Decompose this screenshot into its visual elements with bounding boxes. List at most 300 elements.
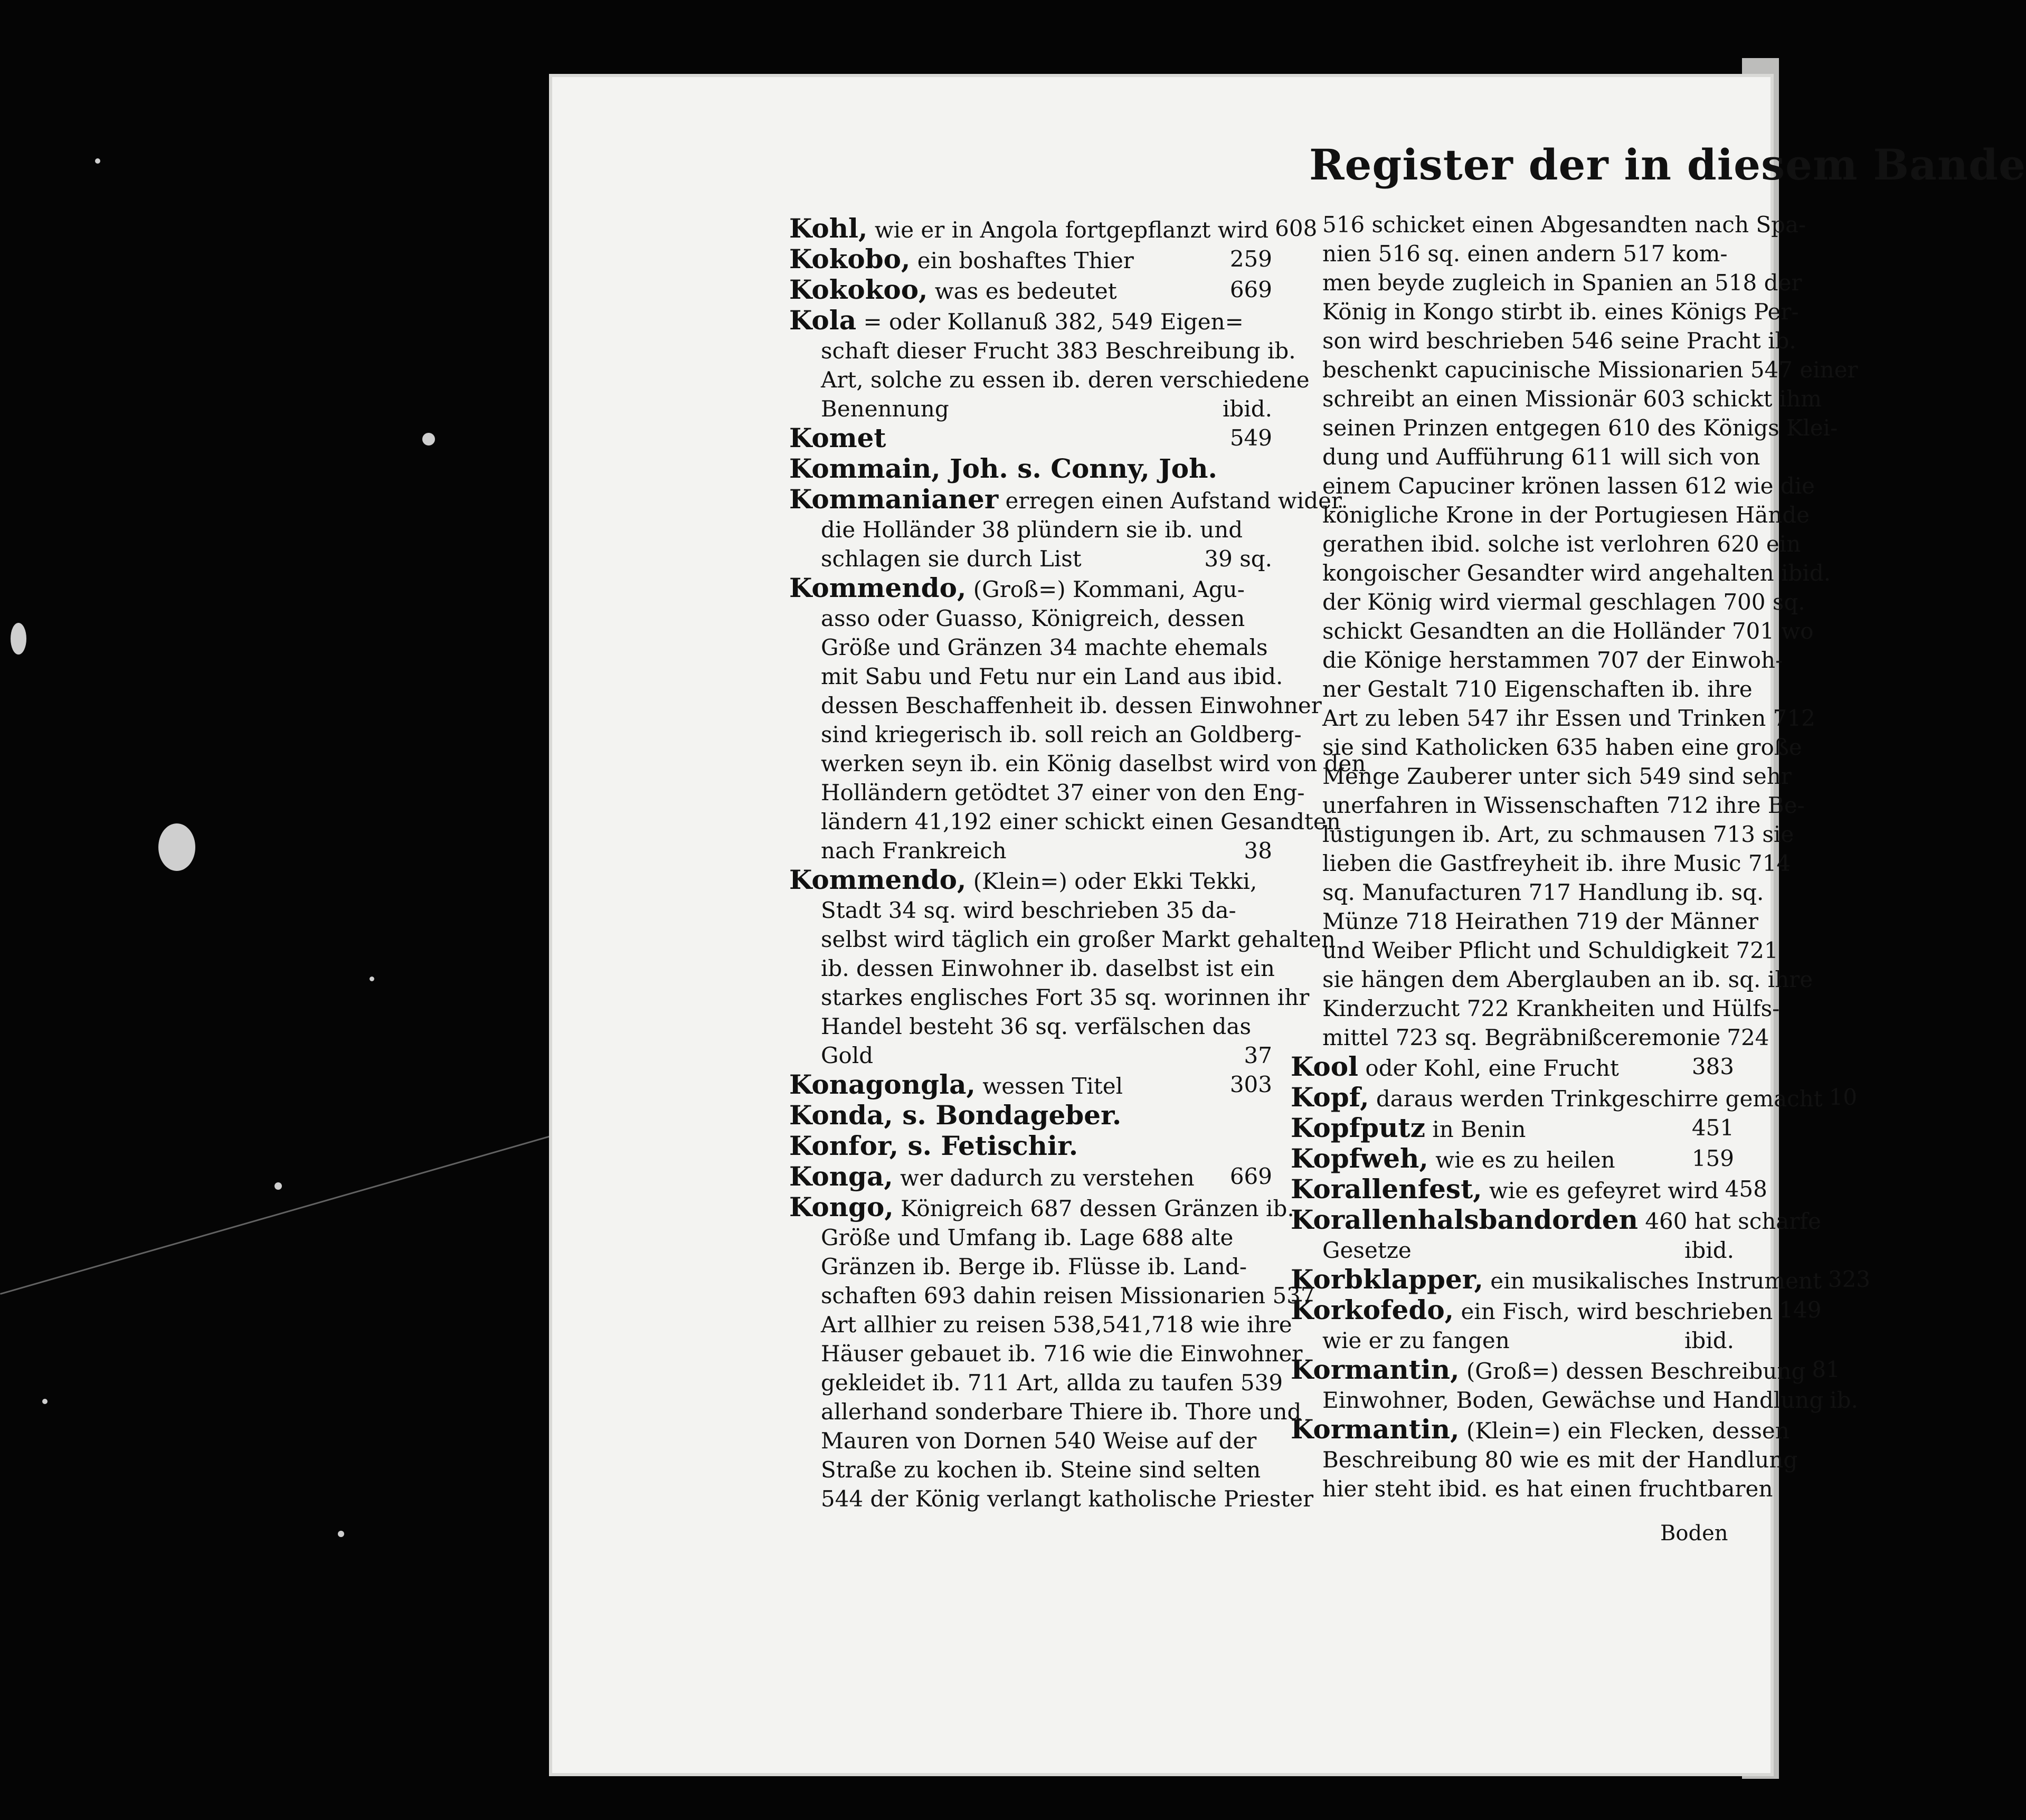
entry-text [1291,1144,1686,1174]
index-entry [789,662,1283,691]
entry-body: schreibt an einen Missionär 603 schickt ihm [1322,386,1822,412]
entry-text [821,633,1268,662]
index-entry [1291,1264,1871,1295]
entry-body: Mauren von Dornen 540 Weise auf der [821,1428,1257,1454]
entry-text [821,807,1341,836]
book-page [549,74,2026,1776]
catchword: Boden [1660,1521,1728,1546]
entry-body: sie sind Katholicken 635 haben eine große [1322,734,1802,760]
index-entry [789,1191,1294,1223]
entry-text [821,691,1322,720]
entry-text [821,983,1309,1012]
entry-text [821,925,1336,954]
index-entry [1291,1236,1734,1265]
entry-text [1322,1236,1678,1265]
entry-page-ref [1822,384,1828,413]
entry-text [1291,1083,1823,1113]
index-entry [1291,733,1802,762]
index-entry [1291,297,1799,326]
entry-text [789,306,1266,336]
entry-page-ref: 608 [1275,215,1318,241]
entry-body: (Groß=) dessen Beschreibung [1459,1358,1806,1384]
entry-page-ref: 458 [1725,1176,1767,1202]
entry-page-ref [1810,500,1816,529]
entry-text [1291,1295,1773,1326]
index-entry [1291,558,1831,587]
index-entry [789,983,1310,1012]
entry-body: unerfahren in Wissenschaften 712 ihre Be- [1322,792,1805,818]
index-entry [1291,1386,1858,1415]
entry-text [1322,849,1791,878]
entry-text [1322,268,1802,297]
entry-page-ref [1266,896,1272,925]
index-entry [789,1339,1303,1368]
entry-page-ref [1266,1012,1272,1041]
entry-page-ref [1753,675,1759,704]
index-entry [1291,1113,1734,1144]
entry-headword: Kool [1291,1051,1359,1082]
index-entry [1291,1144,1734,1174]
index-entry [789,213,1318,244]
entry-text [821,544,1198,573]
entry-headword: Kokobo, [789,243,911,274]
entry-body: Königreich 687 dessen Gränzen ib. [893,1196,1294,1221]
index-entry [789,394,1272,423]
entry-page-ref [1794,820,1800,849]
entry-text [821,1223,1266,1252]
entry-body: Gränzen ib. Berge ib. Flüsse ib. Land- [821,1254,1247,1279]
entry-body: lieben die Gastfreyheit ib. ihre Music 714 [1322,850,1791,876]
entry-body: gerathen ibid. solche ist verlohren 620 ein [1322,531,1801,557]
entry-page-ref [1760,442,1766,471]
entry-body: seinen Prinzen entgegen 610 des Königs Klei- [1322,415,1838,441]
index-entry [1291,907,1758,936]
entry-page-ref: 669 [1229,1163,1272,1189]
entry-text [821,896,1266,925]
entry-page-ref [1275,954,1281,983]
index-entry [1291,936,1778,965]
entry-body: allerhand sonderbare Thiere ib. Thore und [821,1399,1302,1425]
entry-page-ref [1802,733,1809,762]
entry-page-ref [1802,268,1808,297]
entry-text [789,423,1224,454]
entry-page-ref [1266,573,1272,604]
entry-body: nien 516 sq. einen andern 517 kom- [1322,241,1728,267]
entry-body: Stadt 34 sq. wird beschrieben 35 da- [821,897,1236,923]
entry-headword: Kommendo, [789,864,967,895]
entry-text [1291,1265,1822,1295]
entry-text [1322,326,1796,355]
entry-page-ref [1821,1205,1828,1236]
entry-body: = oder Kollanuß 382, 549 Eigen= [856,309,1244,335]
entry-page-ref [1728,239,1734,268]
entry-body: Einwohner, Boden, Gewächse und Handlung [1322,1387,1824,1413]
entry-body: sie hängen dem Aberglauben an ib. sq. ihre [1322,966,1813,992]
entry-text [821,1012,1266,1041]
entry-body: der König wird viermal geschlagen 700 sq. [1322,589,1805,615]
entry-text [1322,791,1805,820]
index-entry [1291,1294,1822,1326]
entry-body: (Klein=) oder Ekki Tekki, [966,868,1257,894]
index-entry [1291,1052,1734,1083]
entry-text [1322,529,1801,558]
entry-body: was es bedeutet [927,278,1117,304]
dust-speck [370,977,374,981]
entry-text [1322,675,1753,704]
entry-headword: Kormantin, [1291,1414,1460,1445]
entry-page-ref [1283,662,1289,691]
entry-page-ref [1799,297,1805,326]
entry-text [1322,1445,1797,1474]
entry-text [1322,471,1815,500]
entry-body: 544 der König verlangt katholische Priester [821,1486,1314,1512]
entry-page-ref [1283,1368,1289,1397]
entry-body: starkes englisches Fort 35 sq. worinnen ihr [821,984,1310,1010]
entry-page-ref [1790,1415,1796,1445]
index-entry [789,484,1342,515]
entry-page-ref [1791,849,1797,878]
entry-text [789,275,1224,306]
index-entry [1291,239,1734,268]
entry-body: schlagen sie durch List [821,546,1082,572]
entry-text [821,1455,1266,1484]
entry-text [1322,413,1838,442]
entry-text [1322,878,1764,907]
entry-page-ref: 159 [1691,1145,1734,1171]
entry-body: Größe und Gränzen 34 machte ehemals [821,634,1268,660]
entry-text [821,778,1305,807]
entry-page-ref [1266,515,1272,544]
entry-page-ref [1266,1101,1272,1131]
entry-text [821,1252,1266,1281]
index-entry [789,336,1296,365]
entry-body: schaft dieser Frucht 383 Beschreibung ib. [821,338,1296,364]
entry-body: Größe und Umfang ib. Lage 688 alte [821,1225,1234,1250]
entry-page-ref [1783,646,1789,675]
index-entry [789,1131,1272,1162]
entry-text [821,720,1302,749]
entry-text [821,662,1283,691]
entry-headword: Kohl, [789,213,868,244]
entry-text [821,1426,1266,1455]
entry-text [1322,1474,1773,1503]
scan-artifact-line [0,1130,569,1295]
entry-body: und Weiber Pflicht und Schuldigkeit 721 [1322,937,1778,963]
entry-text [1322,587,1805,617]
entry-body: lustigungen ib. Art, zu schmausen 713 sie [1322,821,1794,847]
index-entry [789,1484,1314,1513]
entry-text [821,749,1366,778]
entry-page-ref [1266,865,1272,896]
index-entry [1291,1445,1798,1474]
index-entry [1291,587,1805,617]
entry-text [1322,1023,1720,1052]
index-entry [789,1070,1272,1101]
entry-page-ref [1805,587,1812,617]
entry-page-ref: ib. [1830,1387,1858,1413]
entry-page-ref: 81 [1812,1357,1840,1382]
entry-text [1291,1355,1805,1386]
entry-page-ref: 259 [1229,246,1272,272]
entry-headword: Korallenfest, [1291,1173,1482,1205]
index-entry [789,275,1272,306]
entry-page-ref [1792,762,1798,791]
entry-body: men beyde zugleich in Spanien an 518 der [1322,270,1802,296]
entry-body: selbst wird täglich ein großer Markt gehalten [821,926,1336,952]
entry-text [1322,210,1806,239]
entry-page-ref [1773,1474,1779,1503]
index-entry [789,544,1272,573]
index-entry [789,778,1305,807]
dust-speck [95,158,100,164]
entry-body: kongoischer Gesandter wird angehalten ibid. [1322,560,1831,586]
entry-text [1322,820,1794,849]
entry-text [1322,442,1760,471]
entry-body: hier steht ibid. es hat einen fruchtbaren [1322,1476,1773,1502]
dust-speck [422,433,435,445]
entry-text [789,1101,1266,1131]
entry-text [821,515,1266,544]
entry-text [1322,384,1822,413]
entry-text [1322,1386,1823,1415]
entry-text [1291,1174,1719,1205]
index-entry [1291,442,1760,471]
index-entry [789,954,1275,983]
entry-body: schickt Gesandten an die Holländer 701 wo [1322,618,1814,644]
entry-text [1322,646,1783,675]
entry-text [789,244,1224,275]
entry-body: Münze 718 Heirathen 719 der Männer [1322,908,1758,934]
entry-text [1322,965,1813,994]
entry-text [821,1339,1302,1368]
index-entry [789,454,1272,485]
entry-page-ref [1805,791,1811,820]
entry-page-ref: 10 [1829,1084,1858,1110]
entry-text [1322,733,1802,762]
entry-page-ref [1266,1252,1272,1281]
index-entry [1291,471,1815,500]
entry-body: 516 schicket einen Abgesandten nach Spa- [1322,212,1806,238]
entry-headword: Kommanianer [789,484,999,515]
entry-page-ref: 38 [1244,838,1272,864]
index-entry [789,573,1272,604]
entry-body: einem Capuciner krönen lassen 612 wie die [1322,473,1815,499]
entry-body: son wird beschrieben 546 seine Pracht ib. [1322,328,1796,354]
entry-body: (Groß=) Kommani, Agu- [966,576,1245,602]
entry-text [1322,907,1758,936]
entry-text [821,1368,1283,1397]
entry-page-ref [1801,529,1807,558]
index-entry [789,1455,1272,1484]
entry-text [821,1041,1238,1070]
entry-body: Handel besteht 36 sq. verfälschen das [821,1013,1252,1039]
index-entry [1291,762,1792,791]
index-entry [1291,675,1753,704]
entry-body: mit Sabu und Fetu nur ein Land aus ibid. [821,663,1283,689]
entry-body: erregen einen Aufstand wider [998,488,1342,514]
entry-page-ref [1796,326,1803,355]
index-entry [789,1310,1292,1339]
index-entry [789,306,1272,336]
entry-body: Gold [821,1042,874,1068]
entry-headword: Kommendo, [789,572,967,603]
entry-body: ein Fisch, wird beschrieben [1454,1298,1773,1324]
entry-text [789,214,1268,244]
entry-page-ref [1779,994,1786,1023]
index-entry [1291,1414,1790,1445]
entry-text [821,1397,1301,1426]
entry-body: oder Kohl, eine Frucht [1358,1055,1619,1081]
entry-body: Kinderzucht 722 Krankheiten und Hülfs- [1322,996,1780,1021]
entry-headword: Kongo, [789,1191,894,1222]
entry-page-ref [1831,558,1837,587]
entry-headword: Kola [789,305,857,336]
index-entry [789,1368,1283,1397]
entry-body: sq. Manufacturen 717 Handlung ib. sq. [1322,879,1764,905]
entry-text [1322,762,1792,791]
entry-text [821,954,1275,983]
entry-body: Benennung [821,396,949,422]
entry-page-ref [1758,907,1765,936]
entry-page-ref [1266,1223,1272,1252]
entry-text [1291,1052,1686,1083]
entry-page-ref: 451 [1691,1115,1734,1141]
dust-speck [274,1182,282,1190]
entry-page-ref [1778,936,1785,965]
entry-body: Beschreibung 80 wie es mit der Handlung [1322,1447,1798,1473]
entry-body: Art, solche zu essen ib. deren verschiedene [821,367,1310,393]
entry-text [821,336,1296,365]
entry-page-ref [1838,413,1844,442]
entry-text [821,394,1216,423]
entry-headword: Konda, s. Bondageber. [789,1099,1122,1131]
index-entry [789,633,1272,662]
entry-page-ref: 323 [1828,1266,1871,1292]
dust-speck [158,823,195,871]
entry-page-ref [1266,454,1272,485]
index-entry [789,691,1322,720]
index-entry [1291,326,1796,355]
index-entry [789,1162,1272,1192]
index-entry [789,515,1272,544]
entry-body: wie er zu fangen [1322,1328,1510,1353]
entry-text [1322,617,1814,646]
entry-page-ref [1266,1455,1272,1484]
entry-text [1322,1326,1678,1355]
index-entry [1291,355,1858,384]
entry-text [1322,704,1815,733]
index-entry [789,1397,1302,1426]
entry-headword: Kormantin, [1291,1354,1460,1385]
index-entry [1291,384,1822,413]
entry-body: die Holländer 38 plündern sie ib. und [821,517,1243,543]
entry-text [821,1310,1292,1339]
entry-text [1291,1113,1686,1144]
entry-body: beschenkt capucinische Missionarien 547 einer [1322,357,1858,383]
entry-page-ref: 37 [1244,1042,1272,1068]
index-entry [1291,500,1810,529]
entry-text [789,1162,1224,1192]
entry-text [789,485,1342,515]
entry-headword: Komet [789,422,886,453]
entry-body: wie er in Angola fortgepflanzt wird [867,217,1269,243]
entry-page-ref [1266,604,1272,633]
entry-body: Straße zu kochen ib. Steine sind selten [821,1457,1261,1483]
index-entry [1291,413,1838,442]
index-entry [1291,791,1805,820]
entry-body: Holländern getödtet 37 einer von den Eng- [821,780,1305,805]
entry-page-ref [1815,471,1821,500]
index-entry [1291,617,1814,646]
entry-text [821,365,1310,394]
entry-headword: Kokokoo, [789,274,928,305]
entry-page-ref [1813,965,1819,994]
entry-body: asso oder Guasso, Königreich, dessen [821,605,1245,631]
entry-page-ref: 39 sq. [1204,546,1272,572]
entry-page-ref: 549 [1229,425,1272,451]
entry-text [821,1484,1313,1513]
index-entry [789,604,1272,633]
entry-text [1322,297,1799,326]
entry-body: Gesetze [1322,1237,1412,1263]
entry-body: 460 hat scharfe [1637,1208,1821,1234]
entry-text [789,1131,1266,1162]
index-entry [789,1012,1272,1041]
index-entry [789,865,1272,896]
entry-headword: Korallenhalsbandorden [1291,1204,1638,1235]
entry-body: nach Frankreich [821,838,1007,864]
entry-headword: Kommain, Joh. s. Conny, Joh. [789,453,1217,484]
index-entry [1291,994,1780,1023]
entry-body: ner Gestalt 710 Eigenschaften ib. ihre [1322,676,1753,702]
entry-body: Menge Zauberer unter sich 549 sind sehr [1322,763,1792,789]
index-entry [1291,965,1813,994]
entry-body: ländern 41,192 einer schickt einen Gesandten [821,809,1341,835]
entry-page-ref: ibid. [1684,1237,1734,1263]
entry-body: ein boshaftes Thier [910,248,1134,273]
entry-body: wie es zu heilen [1428,1147,1615,1173]
index-entry [1291,704,1815,733]
index-entry [789,1252,1272,1281]
index-entry [789,1426,1272,1455]
entry-text [1291,1415,1790,1445]
entry-body: wer dadurch zu verstehen [893,1165,1195,1191]
entry-page-ref [1814,617,1820,646]
entry-headword: Kopfweh, [1291,1143,1428,1174]
index-entry [1291,646,1783,675]
index-entry [1291,1354,1840,1386]
entry-page-ref: 149 [1779,1297,1822,1323]
entry-body: Art zu leben 547 ihr Essen und Trinken 712 [1322,705,1815,731]
entry-body: sind kriegerisch ib. soll reich an Goldberg- [821,722,1302,747]
entry-headword: Konagongla, [789,1069,976,1100]
index-entry [1291,1173,1767,1205]
entry-page-ref [1806,210,1812,239]
entry-page-ref: 303 [1229,1072,1272,1097]
index-entry [789,836,1272,865]
entry-page-ref [1268,633,1274,662]
index-entry [1291,1023,1769,1052]
dust-speck [338,1531,344,1537]
entry-text [1322,239,1728,268]
entry-text [1322,558,1831,587]
page-header: Register der in diesem Bande [1309,140,2026,189]
entry-page-ref: 383 [1691,1054,1734,1079]
entry-body: Art allhier zu reisen 538,541,718 wie ihre [821,1312,1292,1338]
entry-body: dessen Beschaffenheit ib. dessen Einwohner [821,693,1322,718]
index-entry [1291,529,1801,558]
entry-body: wie es gefeyret wird [1482,1178,1719,1203]
